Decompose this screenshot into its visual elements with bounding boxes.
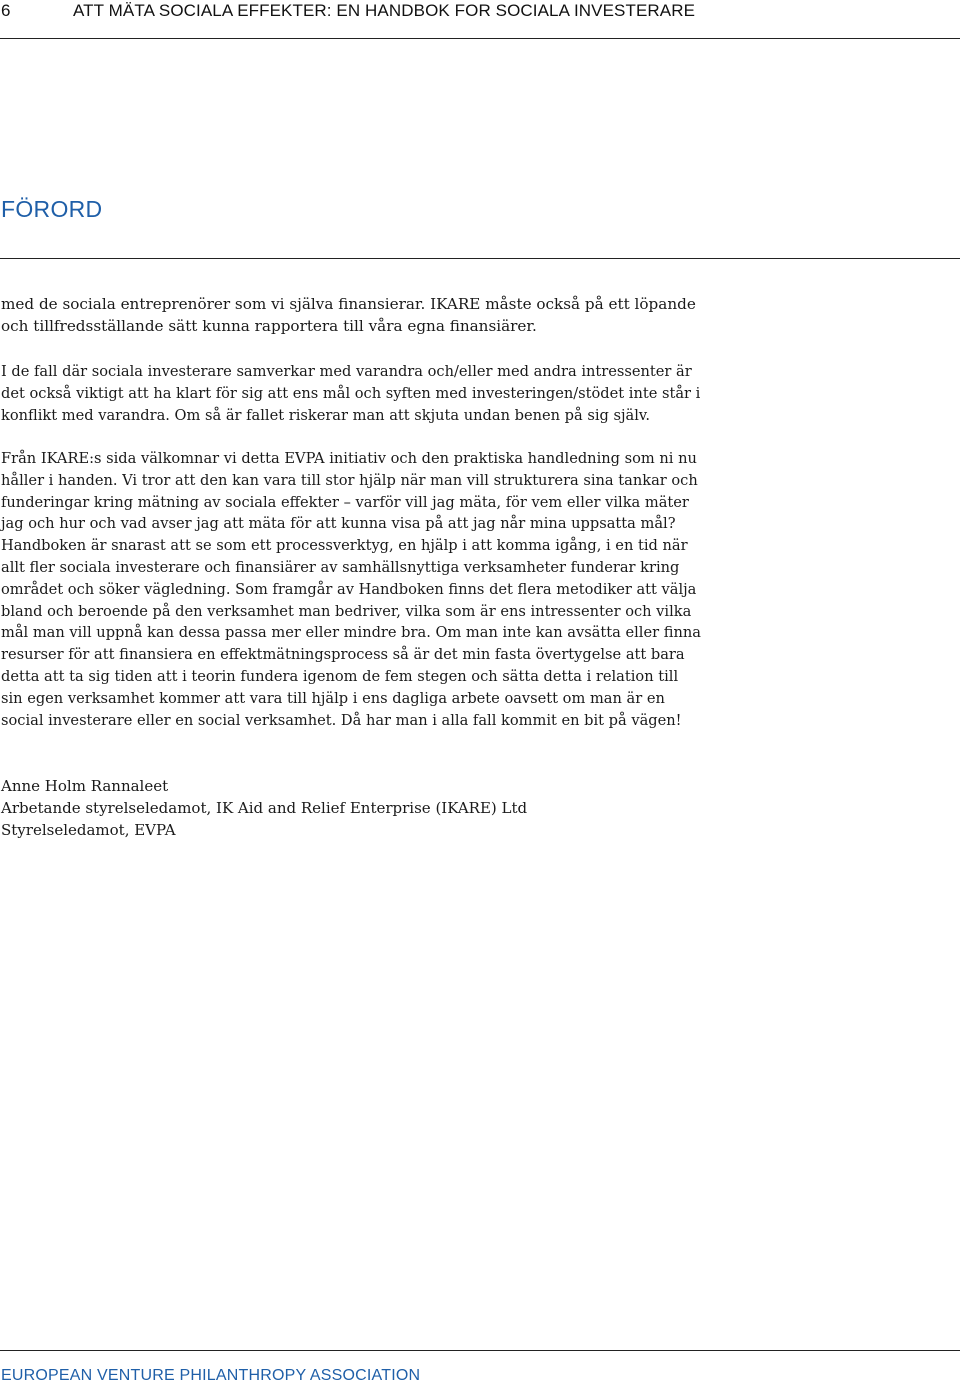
title-divider <box>0 258 960 259</box>
signature-block <box>1 775 527 841</box>
paragraph-1: med de sociala entreprenörer som vi själva finansierar. IKARE måste också på ett löpande och tillfredsställande sätt kunna rapportera till våra egna finansiärer. <box>1 295 696 335</box>
running-title: ATT MÄTA SOCIALA EFFEKTER: EN HANDBOK FOR SOCIALA INVESTERARE <box>73 1 696 20</box>
paragraph-2: I de fall där sociala investerare samverkar med varandra och/eller med andra intressenter är det också viktigt att ha klart för sig att ens mål och syften med investeringen/stödet inte står i konflikt med varandra. Om så är fallet riskerar man att skjuta undan benen på sig själv. <box>1 363 701 424</box>
signatory-role-1: Arbetande styrelseledamot, IK Aid and Relief Enterprise (IKARE) Ltd <box>1 799 528 817</box>
footer-organization: EUROPEAN VENTURE PHILANTHROPY ASSOCIATION <box>1 1367 421 1384</box>
section-title: FÖRORD <box>1 196 103 222</box>
signatory-name: Anne Holm Rannaleet <box>1 777 169 795</box>
footer-divider <box>0 1350 960 1351</box>
page-number: 6 <box>1 1 11 20</box>
page-header <box>0 0 960 39</box>
signatory-role-2: Styrelseledamot, EVPA <box>1 821 176 839</box>
paragraph-3: Från IKARE:s sida välkomnar vi detta EVPA initiativ och den praktiska handledning som ni nu håller i handen. Vi tror att den kan vara till stor hjälp när man vill strukturera sina tankar och funderingar kring mätning av sociala effekter – varför vill jag mäta, för vem eller vilka mäter jag och hur och vad avser jag att mäta för att kunna visa på att jag når mina uppsatta mål? Handboken är snarast att se som ett processverktyg, en hjälp i att komma igång, i en tid när allt fler sociala investerare och finansiärer av samhällsnyttiga verksamheter funderar kring området och söker vägledning. Som framgår av Handboken finns det flera metodiker att välja bland och beroende på den verksamhet man bedriver, vilka som är ens intressenter och vilka mål man vill uppnå kan dessa passa mer eller mindre bra. Om man inte kan avsätta eller finna resurser för att finansiera en effektmätningsprocess så är det min fasta övertygelse att bara detta att ta sig tiden att i teorin fundera igenom de fem stegen och sätta detta i relation till sin egen verksamhet kommer att vara till hjälp i ens dagliga arbete oavsett om man är en social investerare eller en social verksamhet. Då har man i alla fall kommit en bit på vägen! <box>1 450 701 729</box>
